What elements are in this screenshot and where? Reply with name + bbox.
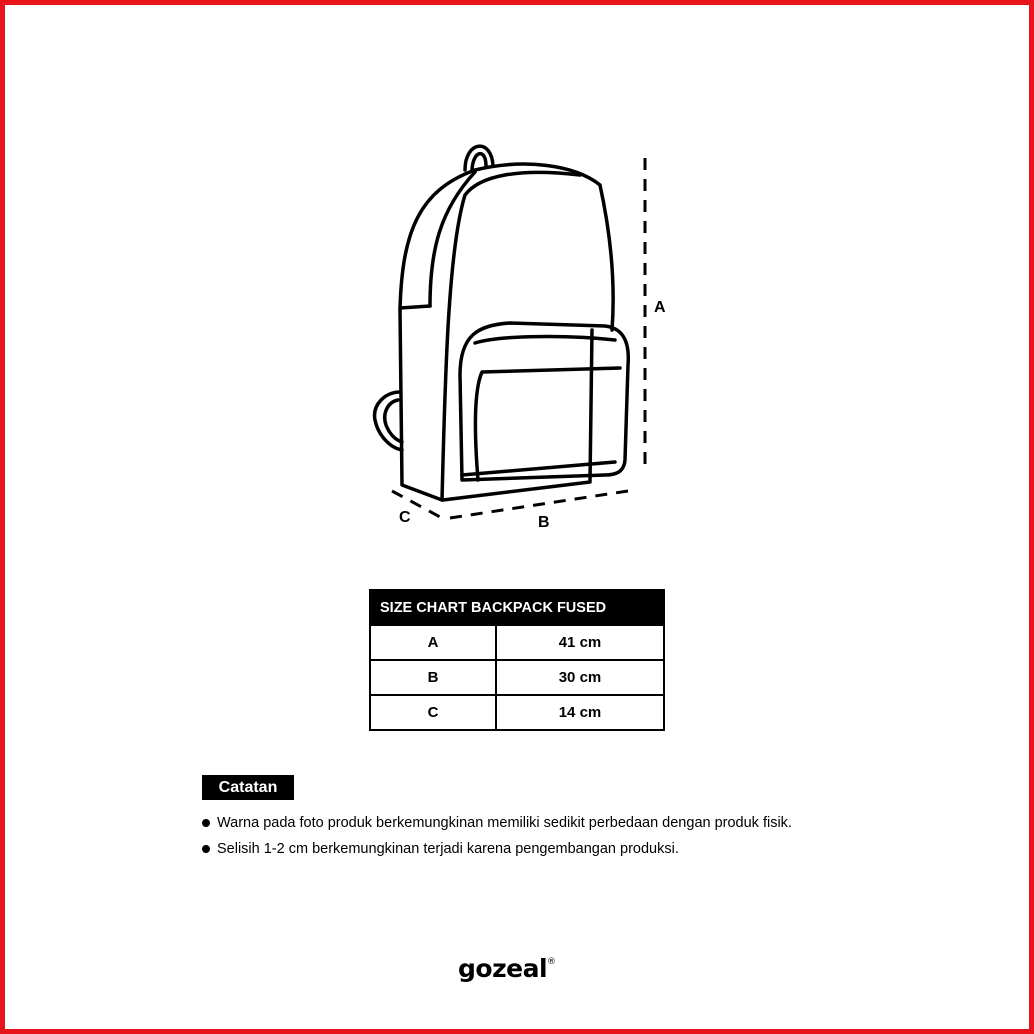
table-row	[370, 660, 664, 695]
dimension-label-b: B	[538, 514, 550, 531]
size-chart-table	[369, 589, 665, 731]
dimension-label-c: C	[399, 509, 411, 526]
note-text: Selisih 1-2 cm berkemungkinan terjadi karena pengembangan produksi.	[217, 841, 679, 857]
list-item	[202, 812, 792, 838]
size-key: B	[370, 660, 496, 695]
list-item	[202, 838, 792, 864]
backpack-body	[400, 164, 613, 500]
brand-name: gozeal	[458, 954, 548, 983]
size-key: C	[370, 695, 496, 730]
notes-label: Catatan	[202, 775, 294, 800]
bullet-icon	[202, 819, 210, 827]
size-chart-title: SIZE CHART BACKPACK FUSED	[370, 590, 664, 625]
size-value: 14 cm	[496, 695, 664, 730]
brand-logo	[458, 954, 556, 983]
size-value: 30 cm	[496, 660, 664, 695]
bullet-icon	[202, 845, 210, 853]
backpack-illustration	[350, 130, 690, 550]
size-key: A	[370, 625, 496, 660]
table-row	[370, 695, 664, 730]
notes-list	[202, 812, 792, 864]
note-text: Warna pada foto produk berkemungkinan memiliki sedikit perbedaan dengan produk fisik.	[217, 815, 792, 831]
table-row	[370, 625, 664, 660]
size-value: 41 cm	[496, 625, 664, 660]
registered-mark: ®	[547, 956, 556, 967]
front-pocket	[460, 323, 628, 480]
dimension-label-a: A	[654, 299, 666, 316]
